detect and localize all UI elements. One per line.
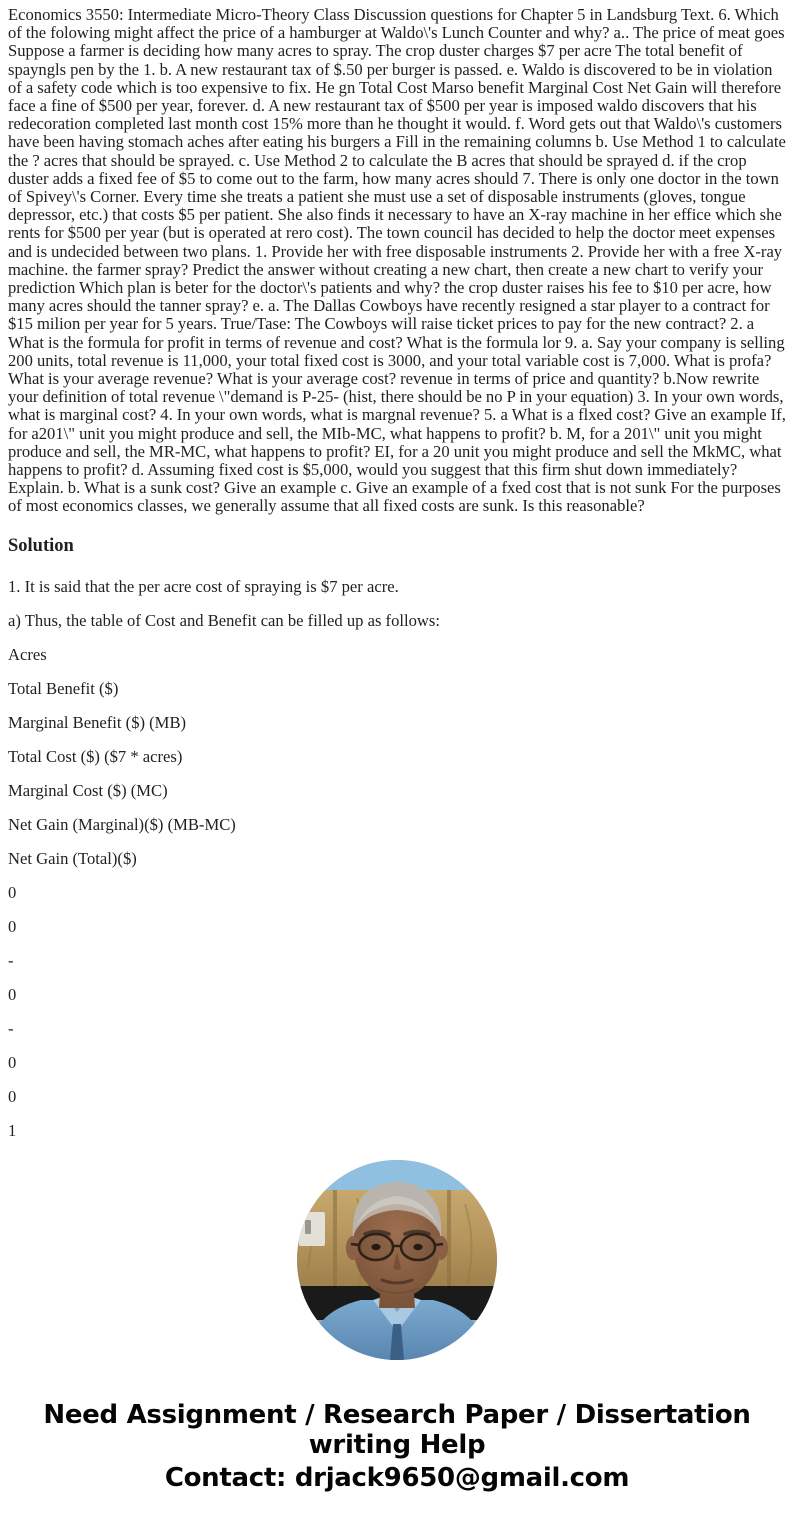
portrait-photo xyxy=(297,1160,497,1360)
solution-line: Net Gain (Marginal)($) (MB-MC) xyxy=(8,814,236,834)
solution-value: 0 xyxy=(8,882,17,902)
solution-heading: Solution xyxy=(8,535,74,556)
solution-value: 0 xyxy=(8,1086,17,1106)
avatar xyxy=(297,1160,497,1360)
solution-value: 0 xyxy=(8,916,17,936)
solution-line: a) Thus, the table of Cost and Benefit can be filled up as follows: xyxy=(8,610,440,630)
promo-section xyxy=(0,1400,794,1514)
solution-value-clipped: 1 xyxy=(8,1120,17,1140)
solution-line: Acres xyxy=(8,644,47,664)
question-body-text: Economics 3550: Intermediate Micro-Theory Class Discussion questions for Chapter 5 in Landsburg Text. 6. Which of the folowing might affect the price of a hamburger at Waldo\'s Lunch Counter and why? a.. The price of meat goes Suppose a farmer is deciding how many acres to spray. The crop duster charges $7 per acre The total benefit of spayngls pen by the 1. b. A new restaurant tax of $.50 per burger is passed. e. Waldo is discovered to be in violation of a safety code which is too expensive to fix. He gn Total Cost Marso benefit Marginal Cost Net Gain will therefore face a fine of $500 per year, forever. d. A new restaurant tax of $500 per year is imposed waldo discovers that his redecoration completed last month cost 15% more than he thought it would. f. Word gets out that Waldo\'s customers have been having stomach aches after eating his burgers a Fill in the remaining columns b. Use Method 1 to calculate the ? acres that should be sprayed. c. Use Method 2 to calculate the B acres that should be sprayed d. if the crop duster adds a fixed fee of $5 to come out to the farm, how many acres should 7. There is only one doctor in the town of Spivey\'s Corner. Every time she treats a patient she must use a set of disposable instruments (gloves, tongue depressor, etc.) that costs $5 per patient. She also finds it necessary to have an X-ray machine in her effice which she rents for $500 per year (but is operated at rero cost). The town council has decided to help the doctor meet expenses and is undecided between two plans. 1. Provide her with free disposable instruments 2. Provide her with a free X-ray machine. the farmer spray? Predict the answer without creating a new chart, then create a new chart to verify your prediction Which plan is beter for the doctor\'s patients and why? the crop duster raises his fee to $10 per acre, how many acres should the tanner spray? e. a. The Dallas Cowboys have recently resigned a star player to a contract for $15 milion per year for 5 years. True/Tase: The Cowboys will raise ticket prices to pay for the new contract? 2. a What is the formula for profit in terms of revenue and cost? What is the formula lor 9. a. Say your company is selling 200 units, total revenue is 11,000, your total fixed cost is 3000, and your total variable cost is 7,000. What is profa? What is your average revenue? What is your average cost? revenue in terms of price and quantity? b.Now rewrite your definition of total revenue \"demand is P-25- (hist, there should be no P in your equation) 3. In your own words, what is marginal cost? 4. In your own words, what is margnal revenue? 5. a What is a flxed cost? Give an example If, for a201\" unit you might produce and sell, the MIb-MC, what happens to profit? b. M, for a 201\" unit you might produce and sell, the MR-MC, what happens to profit? EI, for a 20 unit you might produce and sell the MkMC, what happens to profit? d. Assuming fixed cost is $5,000, would you suggest that this firm shut down immediately? Explain. b. What is a sunk cost? Give an example c. Give an example of a fxed cost that is not sunk For the purposes of most economics classes, we generally assume that all fixed costs are sunk. Is this reasonable? xyxy=(8,5,786,516)
solution-line: Net Gain (Total)($) xyxy=(8,848,137,868)
portrait-container xyxy=(0,1160,794,1360)
solution-line: 1. It is said that the per acre cost of spraying is $7 per acre. xyxy=(8,576,399,596)
promo-headline-line2: writing Help xyxy=(308,1429,486,1460)
solution-value: - xyxy=(8,1018,14,1038)
solution-line: Marginal Cost ($) (MC) xyxy=(8,780,168,800)
promo-contact-line: Contact: drjack9650@gmail.com xyxy=(164,1462,630,1493)
solution-line: Total Benefit ($) xyxy=(8,678,119,698)
solution-section xyxy=(0,535,794,1140)
solution-value: - xyxy=(8,950,14,970)
promo-headline-line1: Need Assignment / Research Paper / Dissertation xyxy=(43,1399,751,1430)
question-section xyxy=(0,0,794,516)
solution-line: Marginal Benefit ($) (MB) xyxy=(8,712,187,732)
solution-value: 0 xyxy=(8,1052,17,1072)
solution-line: Total Cost ($) ($7 * acres) xyxy=(8,746,183,766)
solution-value: 0 xyxy=(8,984,17,1004)
